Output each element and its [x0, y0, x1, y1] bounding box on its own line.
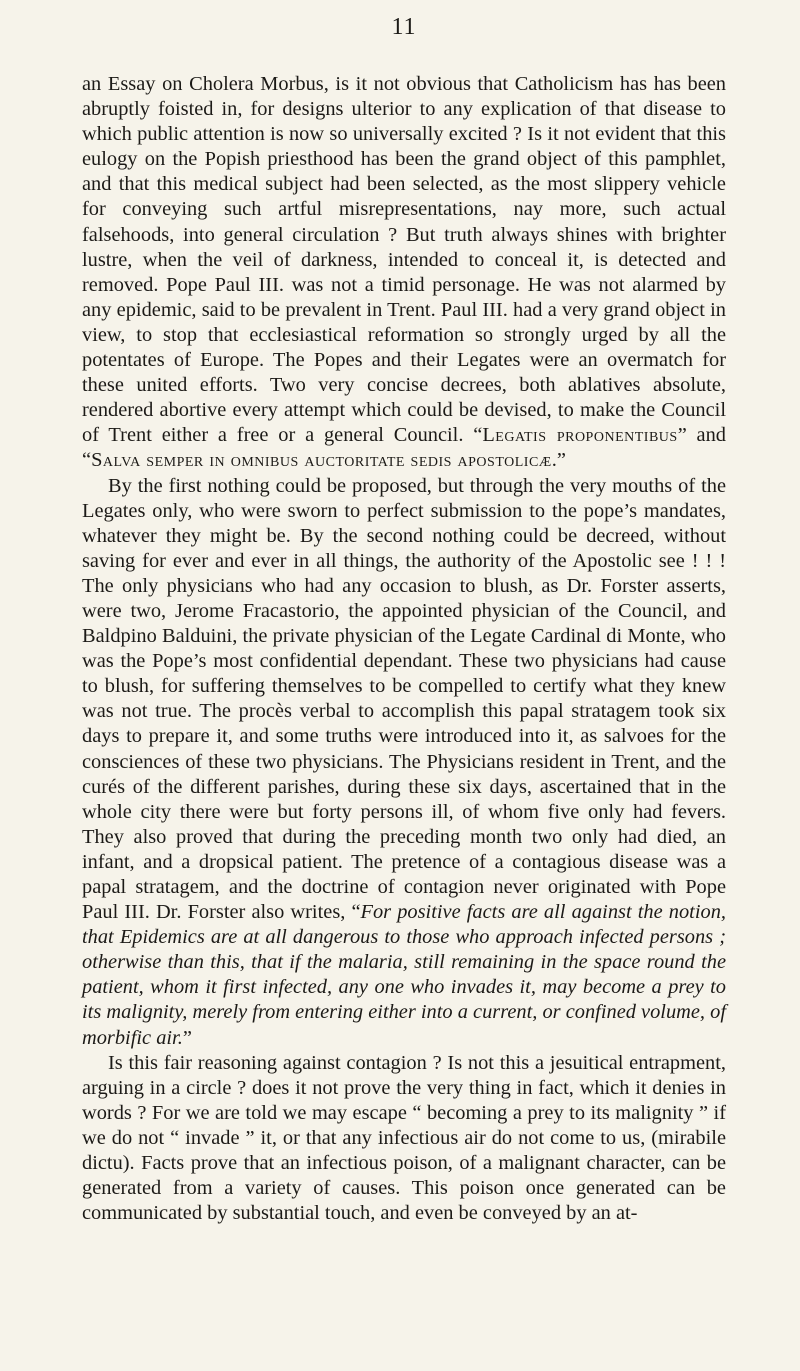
text-segment: ” and “ [82, 424, 726, 472]
paragraph [82, 474, 726, 1051]
text-segment: By the first nothing could be proposed, but through the very mouths of the Legates only, who were sworn to perfect submission to the pope’s mandates, whatever they might be. By the second nothing could be decreed, without saving for ever and ever in all things, the authority of the Apostolic see ! ! ! The only physicians who had any occasion to blush, as Dr. Forster asserts, were two, Jerome Fracastorio, the appointed physician of the Council, and Baldpino Balduini, the private physician of the Legate Cardinal di Monte, who was the Pope’s most confidential dependant. These two physicians had cause to blush, for suffering themselves to be compelled to certify what they knew was not true. The procès verbal to accomplish this papal stratagem took six days to prepare it, and some truths were introduced into it, as salvoes for the consciences of these two physicians. The Physicians resident in Trent, and the curés of the different parishes, during these six days, ascertained that in the whole city there were but forty persons ill, of whom five only had fevers. They also proved that during the preceding month two only had died, an infant, and a dropsical patient. The pretence of a contagious disease was a papal stratagem, and the doctrine of contagion never originated with Pope Paul III. Dr. Forster also writes, “ [82, 474, 726, 924]
latin-phrase: Salva semper in omnibus auctoritate sedis apostolicæ [91, 449, 552, 472]
latin-phrase: Legatis proponentibus [482, 424, 678, 447]
paragraph [82, 1051, 726, 1227]
text-segment: ” [182, 1026, 192, 1049]
quotation: For positive facts are all against the notion, that Epidemics are at all dangerous to those who approach infected persons ; otherwise than this, that if the malaria, still remaining in the space round the patient, whom it first infected, any one who invades it, may become a prey to its malignity, merely from entering either into a current, or confined volume, of morbific air. [82, 901, 726, 1049]
body-text [82, 72, 726, 1226]
text-segment: .” [551, 449, 566, 472]
text-segment: an Essay on Cholera Morbus, is it not obvious that Catholicism has has been abruptly foisted in, for designs ulterior to any explication of that disease to which public attention is now so universally excited ? Is it not evident that this eulogy on the Popish priesthood has been the grand object of this pamphlet, and that this medical subject had been selected, as the most slippery vehicle for conveying such artful misrepresentations, nay more, such actual falsehoods, into general circulation ? But truth always shines with brighter lustre, when the veil of darkness, intended to conceal it, is detected and removed. Pope Paul III. was not a timid personage. He was not alarmed by any epidemic, said to be prevalent in Trent. Paul III. had a very grand object in view, to stop that ecclesiastical reformation so strongly urged by all the potentates of Europe. The Popes and their Legates were an overmatch for these united efforts. Two very concise decrees, both ablatives absolute, rendered abortive every attempt which could be devised, to make the Council of Trent either a free or a general Council. “ [82, 73, 726, 447]
text-segment: Is this fair reasoning against contagion ? Is not this a jesuitical entrapment, arguing in a circle ? does it not prove the very thing in fact, which it denies in words ? For we are told we may escape “ becoming a prey to its malignity ” if we do not “ invade ” it, or that any infectious air do not come to us, (mirabile dictu). Facts prove that an infectious poison, of a malignant character, can be generated from a variety of causes. This poison once generated can be communicated by substantial touch, and even be conveyed by an at- [82, 1051, 726, 1225]
paragraph [82, 72, 726, 474]
page-number: 11 [391, 14, 417, 40]
